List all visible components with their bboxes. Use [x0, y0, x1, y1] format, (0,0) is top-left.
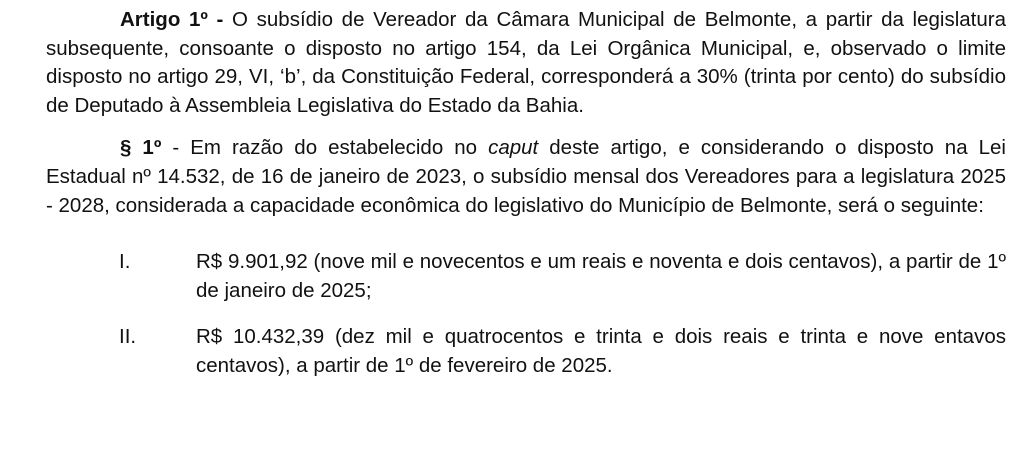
list-item-number: I.: [119, 250, 131, 274]
paragraph-1-heading: § 1º: [120, 136, 162, 160]
document-body: [46, 6, 1006, 381]
article-1-heading: Artigo 1º -: [120, 8, 224, 31]
list-item-text: R$ 9.901,92 (nove mil e novecentos e um reais e noventa e dois centavos), a partir de 1º de janeiro de 2025;: [196, 250, 1006, 302]
paragraph-1: [46, 134, 1006, 220]
article-1-text: O subsídio de Vereador da Câmara Municipal de Belmonte, a partir da legislatura subsequente, consoante o disposto no artigo 154, da Lei Orgânica Municipal, e, observado o limite disposto no artigo 29, VI, ‘b’, da Constituição Federal, corresponderá a 30% (trinta por cento) do subsídio de Deputado à Assembleia Legislativa do Estado da Bahia.: [46, 8, 1006, 117]
list-item-number: II.: [119, 325, 137, 349]
paragraph-1-text-after: deste artigo, e considerando o disposto na Lei Estadual nº 14.532, de 16 de janeiro de 2023, o subsídio mensal dos Vereadores para a legislatura 2025 - 2028, considerada a capacidade econômica do legislativo do Município de Belmonte, será o seguinte:: [46, 136, 1006, 217]
subsidy-list: [46, 248, 1006, 380]
list-item: [46, 248, 1006, 305]
article-1-paragraph: [46, 6, 1006, 120]
caput-term: caput: [488, 136, 539, 160]
list-item: [46, 323, 1006, 380]
paragraph-1-text-before: - Em razão do estabelecido no: [161, 136, 489, 160]
list-item-text: R$ 10.432,39 (dez mil e quatrocentos e trinta e dois reais e trinta e nove entavos centavos), a partir de 1º de fevereiro de 2025.: [196, 325, 1006, 377]
